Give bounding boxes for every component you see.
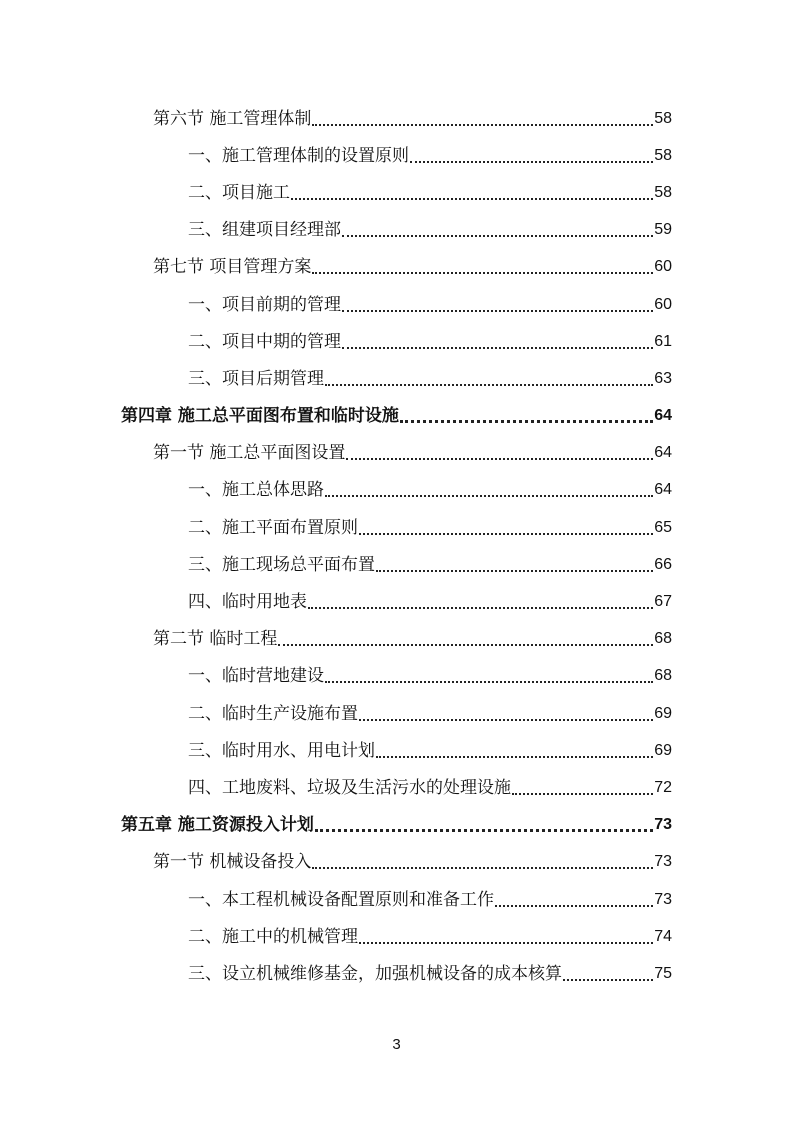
toc-dot-leader [291, 183, 653, 203]
toc-subsection-entry[interactable] [0, 769, 793, 806]
toc-dot-leader [376, 741, 653, 761]
toc-entry-page: 67 [654, 593, 672, 611]
toc-dot-leader [346, 443, 653, 463]
toc-subsection-entry[interactable] [0, 918, 793, 955]
toc-entry-title: 一、施工总体思路 [188, 480, 324, 501]
toc-entry-page: 60 [654, 295, 672, 313]
toc-section-entry[interactable] [0, 249, 793, 286]
toc-entry-title: 一、施工管理体制的设置原则 [188, 145, 409, 166]
toc-dot-leader [315, 815, 653, 835]
toc-entry-title: 第六节 施工管理体制 [153, 108, 312, 129]
toc-subsection-entry[interactable] [0, 658, 793, 695]
toc-entry-title: 三、施工现场总平面布置 [188, 554, 375, 575]
toc-entry-page: 60 [654, 258, 672, 276]
table-of-contents [0, 100, 793, 993]
toc-entry-title: 四、工地废料、垃圾及生活污水的处理设施 [188, 777, 511, 798]
toc-entry-title: 第一节 施工总平面图设置 [153, 443, 346, 464]
toc-dot-leader [359, 704, 653, 724]
toc-entry-page: 64 [654, 444, 672, 462]
toc-subsection-entry[interactable] [0, 212, 793, 249]
toc-entry-title: 二、项目中期的管理 [188, 331, 341, 352]
toc-dot-leader [359, 927, 653, 947]
toc-entry-page: 63 [654, 369, 672, 387]
toc-subsection-entry[interactable] [0, 323, 793, 360]
toc-entry-page: 73 [654, 853, 672, 871]
toc-section-entry[interactable] [0, 100, 793, 137]
toc-entry-title: 三、项目后期管理 [188, 368, 324, 389]
toc-entry-page: 68 [654, 630, 672, 648]
toc-dot-leader [308, 592, 653, 612]
toc-dot-leader [512, 778, 653, 798]
toc-subsection-entry[interactable] [0, 137, 793, 174]
toc-entry-page: 69 [654, 741, 672, 759]
toc-entry-title: 三、设立机械维修基金，加强机械设备的成本核算 [188, 963, 562, 984]
toc-entry-title: 第一节 机械设备投入 [153, 852, 312, 873]
toc-subsection-entry[interactable] [0, 509, 793, 546]
toc-dot-leader [342, 220, 653, 240]
toc-subsection-entry[interactable] [0, 583, 793, 620]
toc-dot-leader [359, 518, 653, 538]
toc-entry-title: 二、临时生产设施布置 [188, 703, 358, 724]
toc-entry-page: 66 [654, 555, 672, 573]
toc-entry-page: 65 [654, 518, 672, 536]
toc-entry-title: 四、临时用地表 [188, 592, 307, 613]
toc-chapter-entry[interactable] [0, 807, 793, 844]
toc-subsection-entry[interactable] [0, 546, 793, 583]
toc-dot-leader [563, 964, 653, 984]
toc-dot-leader [278, 629, 653, 649]
toc-entry-title: 三、组建项目经理部 [188, 220, 341, 241]
toc-entry-page: 58 [654, 183, 672, 201]
toc-entry-page: 58 [654, 146, 672, 164]
toc-dot-leader [325, 666, 653, 686]
toc-entry-page: 72 [654, 778, 672, 796]
toc-dot-leader [342, 332, 653, 352]
toc-section-entry[interactable] [0, 435, 793, 472]
toc-entry-page: 73 [654, 816, 672, 834]
toc-section-entry[interactable] [0, 844, 793, 881]
toc-subsection-entry[interactable] [0, 174, 793, 211]
toc-entry-title: 第二节 临时工程 [153, 629, 278, 650]
toc-dot-leader [325, 480, 653, 500]
toc-dot-leader [342, 295, 653, 315]
toc-subsection-entry[interactable] [0, 955, 793, 992]
toc-chapter-entry[interactable] [0, 398, 793, 435]
toc-dot-leader [325, 369, 653, 389]
toc-entry-page: 69 [654, 704, 672, 722]
toc-entry-title: 第七节 项目管理方案 [153, 257, 312, 278]
toc-entry-page: 73 [654, 890, 672, 908]
toc-entry-page: 58 [654, 109, 672, 127]
page-number: 3 [392, 1036, 401, 1053]
toc-dot-leader [376, 555, 653, 575]
toc-subsection-entry[interactable] [0, 732, 793, 769]
toc-dot-leader [495, 890, 653, 910]
toc-entry-title: 一、临时营地建设 [188, 666, 324, 687]
toc-dot-leader [312, 852, 653, 872]
toc-subsection-entry[interactable] [0, 360, 793, 397]
toc-entry-page: 74 [654, 927, 672, 945]
toc-dot-leader [312, 257, 653, 277]
toc-dot-leader [312, 109, 653, 129]
toc-entry-title: 二、施工中的机械管理 [188, 926, 358, 947]
toc-entry-page: 61 [654, 332, 672, 350]
toc-section-entry[interactable] [0, 621, 793, 658]
toc-entry-page: 68 [654, 667, 672, 685]
toc-entry-title: 二、施工平面布置原则 [188, 517, 358, 538]
toc-subsection-entry[interactable] [0, 472, 793, 509]
toc-dot-leader [400, 406, 653, 426]
toc-entry-page: 75 [654, 964, 672, 982]
toc-entry-title: 一、本工程机械设备配置原则和准备工作 [188, 889, 494, 910]
toc-subsection-entry[interactable] [0, 695, 793, 732]
toc-entry-page: 64 [654, 481, 672, 499]
toc-entry-title: 第五章 施工资源投入计划 [121, 815, 314, 836]
toc-entry-title: 第四章 施工总平面图布置和临时设施 [121, 406, 399, 427]
toc-subsection-entry[interactable] [0, 881, 793, 918]
toc-entry-title: 三、临时用水、用电计划 [188, 740, 375, 761]
toc-entry-title: 二、项目施工 [188, 182, 290, 203]
toc-subsection-entry[interactable] [0, 286, 793, 323]
toc-entry-page: 59 [654, 221, 672, 239]
toc-entry-page: 64 [654, 407, 672, 425]
toc-entry-title: 一、项目前期的管理 [188, 294, 341, 315]
toc-dot-leader [410, 146, 653, 166]
